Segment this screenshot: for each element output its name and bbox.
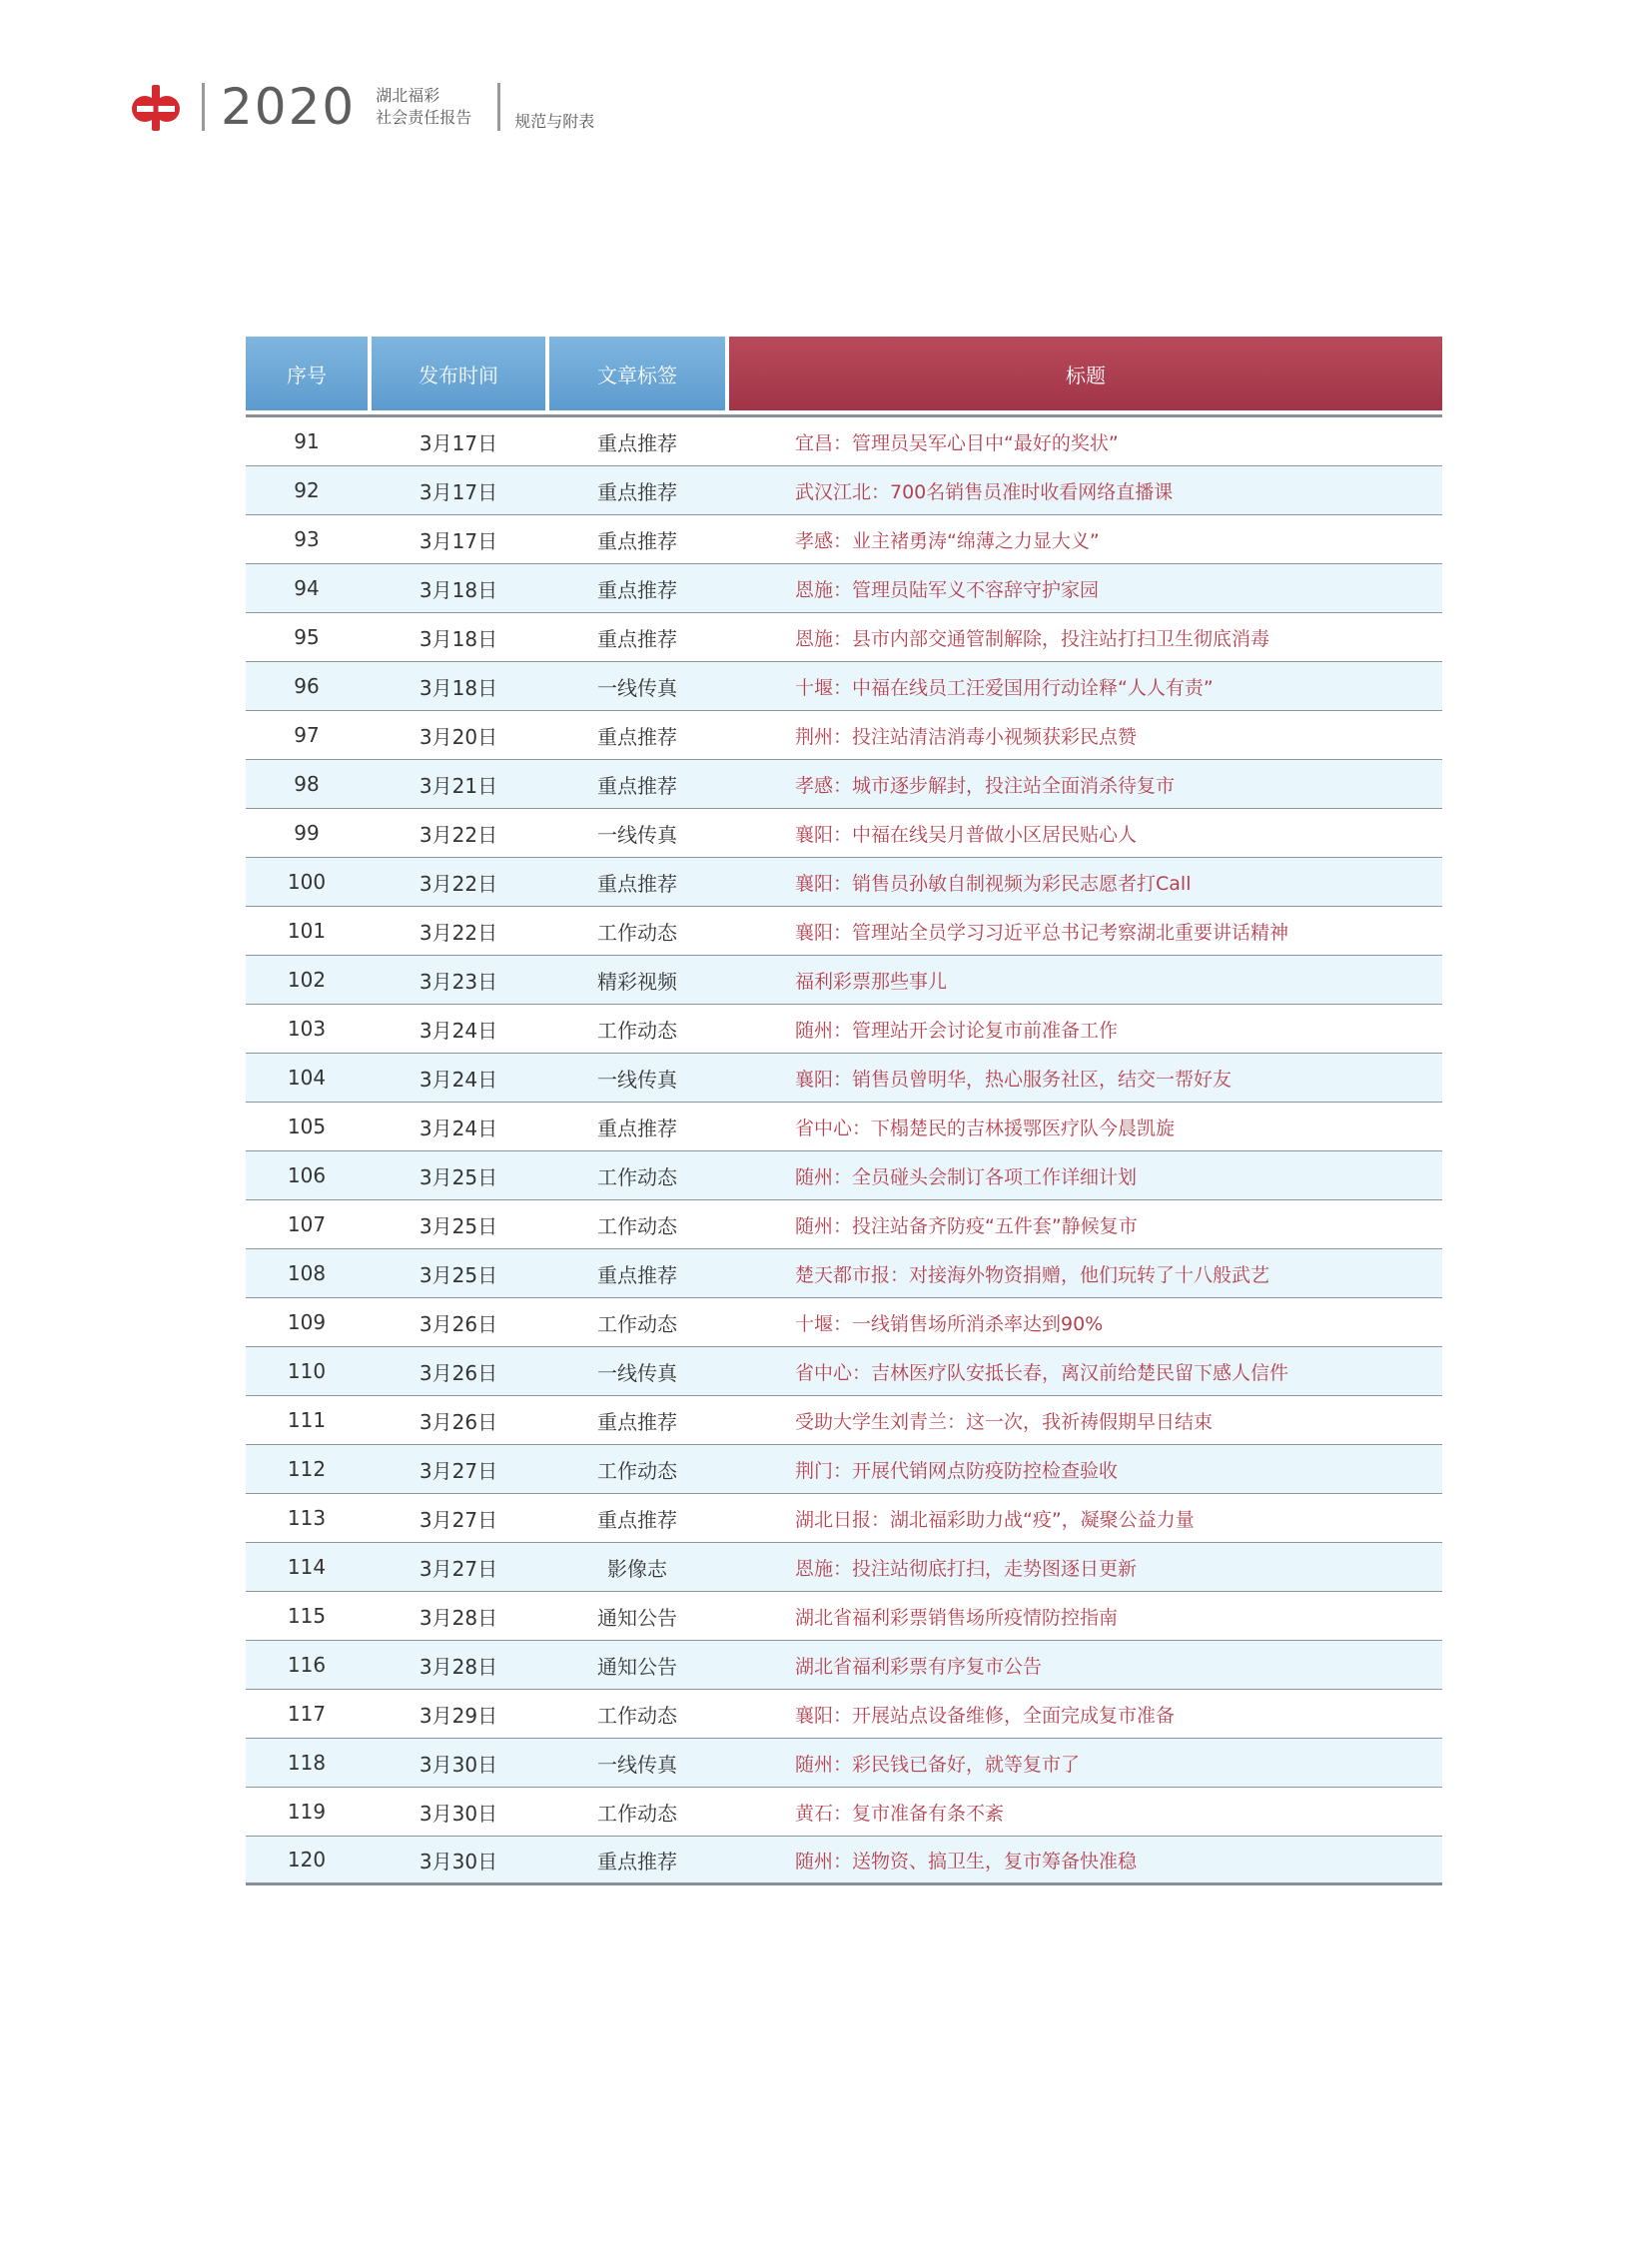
cell-date: 3月27日 xyxy=(418,1458,498,1483)
cell-number: 120 xyxy=(287,1848,327,1871)
cell-number: 104 xyxy=(287,1066,327,1090)
cell-date: 3月22日 xyxy=(418,822,498,847)
report-year: 2020 xyxy=(221,78,357,136)
cell-tag: 重点推荐 xyxy=(597,577,677,602)
table-body xyxy=(246,417,1442,1885)
cell-date: 3月24日 xyxy=(418,1018,498,1043)
cell-tag: 精彩视频 xyxy=(597,969,677,994)
cell-title[interactable]: 楚天都市报：对接海外物资捐赠，他们玩转了十八般武艺 xyxy=(795,1263,1270,1286)
column-header-no: 序号 xyxy=(246,337,368,410)
cell-tag: 重点推荐 xyxy=(597,1849,677,1873)
cell-tag: 工作动态 xyxy=(597,1018,677,1043)
table-row xyxy=(246,809,1442,858)
cell-tag: 一线传真 xyxy=(597,675,677,700)
cell-title[interactable]: 荆门：开展代销网点防疫防控检查验收 xyxy=(795,1459,1119,1482)
cell-title[interactable]: 十堰：中福在线员工汪爱国用行动诠释“人人有责” xyxy=(795,676,1214,699)
cell-number: 112 xyxy=(287,1457,327,1481)
table-row xyxy=(246,515,1442,564)
table-row xyxy=(246,1298,1442,1347)
cell-title[interactable]: 湖北日报：湖北福彩助力战“疫”，凝聚公益力量 xyxy=(795,1508,1195,1531)
cell-tag: 重点推荐 xyxy=(597,1507,677,1532)
cell-date: 3月24日 xyxy=(418,1116,498,1140)
cell-tag: 一线传真 xyxy=(597,1752,677,1777)
cell-date: 3月27日 xyxy=(418,1507,498,1532)
table-row xyxy=(246,1396,1442,1445)
cell-tag: 工作动态 xyxy=(597,1801,677,1826)
cell-date: 3月18日 xyxy=(418,675,498,700)
cell-title[interactable]: 襄阳：管理站全员学习习近平总书记考察湖北重要讲话精神 xyxy=(795,921,1289,944)
cell-number: 92 xyxy=(294,478,320,502)
cell-title[interactable]: 恩施：县市内部交通管制解除，投注站打扫卫生彻底消毒 xyxy=(795,627,1270,650)
cell-date: 3月30日 xyxy=(418,1752,498,1777)
table-row xyxy=(246,1054,1442,1103)
table-row xyxy=(246,564,1442,613)
cell-tag: 重点推荐 xyxy=(597,479,677,504)
cell-tag: 一线传真 xyxy=(597,822,677,847)
cell-date: 3月22日 xyxy=(418,871,498,896)
cell-title[interactable]: 黄石：复市准备有条不紊 xyxy=(795,1802,1005,1825)
column-header-tag: 文章标签 xyxy=(549,337,725,410)
table-row xyxy=(246,1592,1442,1641)
cell-title[interactable]: 恩施：投注站彻底打扫，走势图逐日更新 xyxy=(795,1557,1138,1580)
table-row xyxy=(246,662,1442,711)
cell-number: 113 xyxy=(287,1506,327,1530)
cell-tag: 一线传真 xyxy=(597,1360,677,1385)
table-row xyxy=(246,466,1442,515)
cell-tag: 重点推荐 xyxy=(597,724,677,749)
cell-date: 3月17日 xyxy=(418,430,498,455)
cell-number: 118 xyxy=(287,1751,327,1775)
header-divider-2 xyxy=(497,83,500,131)
page-header xyxy=(128,72,594,142)
cell-number: 91 xyxy=(294,429,320,453)
cell-title[interactable]: 武汉江北：700名销售员准时收看网络直播课 xyxy=(795,480,1174,503)
cell-tag: 重点推荐 xyxy=(597,1116,677,1140)
cell-number: 111 xyxy=(287,1408,327,1432)
cell-date: 3月20日 xyxy=(418,724,498,749)
cell-date: 3月17日 xyxy=(418,528,498,553)
cell-date: 3月24日 xyxy=(418,1067,498,1092)
cell-number: 103 xyxy=(287,1017,327,1041)
cell-title[interactable]: 襄阳：销售员孙敏自制视频为彩民志愿者打Call xyxy=(795,872,1192,895)
cell-number: 114 xyxy=(287,1555,327,1579)
report-name-line2: 社会责任报告 xyxy=(376,108,472,127)
cell-date: 3月25日 xyxy=(418,1164,498,1189)
cell-tag: 工作动态 xyxy=(597,1164,677,1189)
article-table xyxy=(246,337,1442,1885)
cell-date: 3月23日 xyxy=(418,969,498,994)
cell-title[interactable]: 省中心：吉林医疗队安抵长春，离汉前给楚民留下感人信件 xyxy=(795,1361,1289,1384)
cell-number: 95 xyxy=(294,625,320,649)
table-row xyxy=(246,711,1442,760)
cell-number: 105 xyxy=(287,1115,327,1138)
cell-title[interactable]: 福利彩票那些事儿 xyxy=(795,970,948,993)
cell-tag: 重点推荐 xyxy=(597,528,677,553)
cell-number: 99 xyxy=(294,821,320,845)
cell-number: 115 xyxy=(287,1604,327,1628)
cell-title[interactable]: 湖北省福利彩票销售场所疫情防控指南 xyxy=(795,1606,1119,1629)
cell-tag: 工作动态 xyxy=(597,1703,677,1728)
cell-number: 93 xyxy=(294,527,320,551)
cell-date: 3月26日 xyxy=(418,1311,498,1336)
cell-date: 3月28日 xyxy=(418,1605,498,1630)
cell-number: 94 xyxy=(294,576,320,600)
cell-tag: 一线传真 xyxy=(597,1067,677,1092)
cell-number: 117 xyxy=(287,1702,327,1726)
cell-number: 97 xyxy=(294,723,320,747)
cell-date: 3月29日 xyxy=(418,1703,498,1728)
cell-title[interactable]: 随州：全员碰头会制订各项工作详细计划 xyxy=(795,1165,1138,1188)
table-row xyxy=(246,1739,1442,1788)
table-row xyxy=(246,1005,1442,1054)
cell-title[interactable]: 荆州：投注站清洁消毒小视频获彩民点赞 xyxy=(795,725,1138,748)
cell-tag: 工作动态 xyxy=(597,1311,677,1336)
cell-tag: 重点推荐 xyxy=(597,1409,677,1434)
cell-title[interactable]: 省中心：下榻楚民的吉林援鄂医疗队今晨凯旋 xyxy=(795,1117,1176,1139)
cell-number: 96 xyxy=(294,674,320,698)
cell-title[interactable]: 随州：投注站备齐防疫“五件套”静候复市 xyxy=(795,1214,1138,1237)
table-row xyxy=(246,1445,1442,1494)
cell-date: 3月26日 xyxy=(418,1360,498,1385)
table-row xyxy=(246,417,1442,466)
cell-tag: 工作动态 xyxy=(597,1458,677,1483)
report-name-line1: 湖北福彩 xyxy=(376,86,440,105)
table-row xyxy=(246,1347,1442,1396)
cell-tag: 重点推荐 xyxy=(597,626,677,651)
cell-tag: 重点推荐 xyxy=(597,773,677,798)
table-row xyxy=(246,907,1442,956)
cell-title[interactable]: 襄阳：中福在线吴月普做小区居民贴心人 xyxy=(795,823,1138,846)
section-name: 规范与附表 xyxy=(514,111,595,131)
cell-title[interactable]: 十堰：一线销售场所消杀率达到90% xyxy=(795,1312,1104,1335)
cell-title[interactable]: 宜昌：管理员吴军心目中“最好的奖状” xyxy=(795,431,1119,454)
cell-title[interactable]: 湖北省福利彩票有序复市公告 xyxy=(795,1655,1043,1678)
cell-title[interactable]: 随州：送物资、搞卫生，复市筹备快准稳 xyxy=(795,1850,1138,1872)
table-row xyxy=(246,858,1442,907)
cell-title[interactable]: 受助大学生刘青兰：这一次，我祈祷假期早日结束 xyxy=(795,1410,1214,1433)
table-row xyxy=(246,1690,1442,1739)
cell-number: 108 xyxy=(287,1261,327,1285)
cell-number: 101 xyxy=(287,919,327,943)
cell-number: 116 xyxy=(287,1653,327,1677)
table-row xyxy=(246,1543,1442,1592)
cell-date: 3月17日 xyxy=(418,479,498,504)
table-row xyxy=(246,956,1442,1005)
table-row xyxy=(246,1494,1442,1543)
table-row xyxy=(246,1641,1442,1690)
cell-title[interactable]: 襄阳：销售员曾明华，热心服务社区，结交一帮好友 xyxy=(795,1068,1233,1091)
cell-number: 106 xyxy=(287,1163,327,1187)
cell-date: 3月30日 xyxy=(418,1801,498,1826)
header-divider xyxy=(202,83,205,131)
table-row xyxy=(246,1103,1442,1151)
cell-tag: 重点推荐 xyxy=(597,1262,677,1287)
report-name xyxy=(376,85,471,129)
cell-tag: 通知公告 xyxy=(597,1605,677,1630)
cell-date: 3月22日 xyxy=(418,920,498,945)
table-row xyxy=(246,1200,1442,1249)
cell-date: 3月26日 xyxy=(418,1409,498,1434)
cell-number: 119 xyxy=(287,1800,327,1824)
table-row xyxy=(246,760,1442,809)
cell-date: 3月21日 xyxy=(418,773,498,798)
cell-date: 3月18日 xyxy=(418,626,498,651)
column-header-title: 标题 xyxy=(729,337,1442,410)
cell-title[interactable]: 随州：管理站开会讨论复市前准备工作 xyxy=(795,1019,1119,1042)
cell-number: 107 xyxy=(287,1212,327,1236)
cell-tag: 重点推荐 xyxy=(597,430,677,455)
cell-date: 3月27日 xyxy=(418,1556,498,1581)
cell-tag: 重点推荐 xyxy=(597,871,677,896)
cell-date: 3月18日 xyxy=(418,577,498,602)
cell-number: 110 xyxy=(287,1359,327,1383)
cell-number: 98 xyxy=(294,772,320,796)
cell-tag: 影像志 xyxy=(607,1556,667,1581)
cell-number: 109 xyxy=(287,1310,327,1334)
cell-date: 3月30日 xyxy=(418,1849,498,1873)
cell-date: 3月25日 xyxy=(418,1262,498,1287)
cell-title[interactable]: 襄阳：开展站点设备维修，全面完成复市准备 xyxy=(795,1704,1176,1727)
table-row xyxy=(246,1788,1442,1837)
cell-tag: 工作动态 xyxy=(597,1213,677,1238)
cell-number: 100 xyxy=(287,870,327,894)
cell-date: 3月25日 xyxy=(418,1213,498,1238)
cell-tag: 通知公告 xyxy=(597,1654,677,1679)
table-row xyxy=(246,1837,1442,1885)
cell-title[interactable]: 恩施：管理员陆军义不容辞守护家园 xyxy=(795,578,1100,601)
cell-number: 102 xyxy=(287,968,327,992)
table-header xyxy=(246,337,1442,410)
column-header-date: 发布时间 xyxy=(372,337,545,410)
table-row xyxy=(246,1151,1442,1200)
cell-date: 3月28日 xyxy=(418,1654,498,1679)
cell-title[interactable]: 孝感：城市逐步解封，投注站全面消杀待复市 xyxy=(795,774,1176,797)
cell-title[interactable]: 孝感：业主褚勇涛“绵薄之力显大义” xyxy=(795,529,1100,552)
table-row xyxy=(246,1249,1442,1298)
cell-title[interactable]: 随州：彩民钱已备好，就等复市了 xyxy=(795,1753,1081,1776)
china-welfare-lottery-logo-icon xyxy=(128,79,184,135)
table-row xyxy=(246,613,1442,662)
cell-tag: 工作动态 xyxy=(597,920,677,945)
